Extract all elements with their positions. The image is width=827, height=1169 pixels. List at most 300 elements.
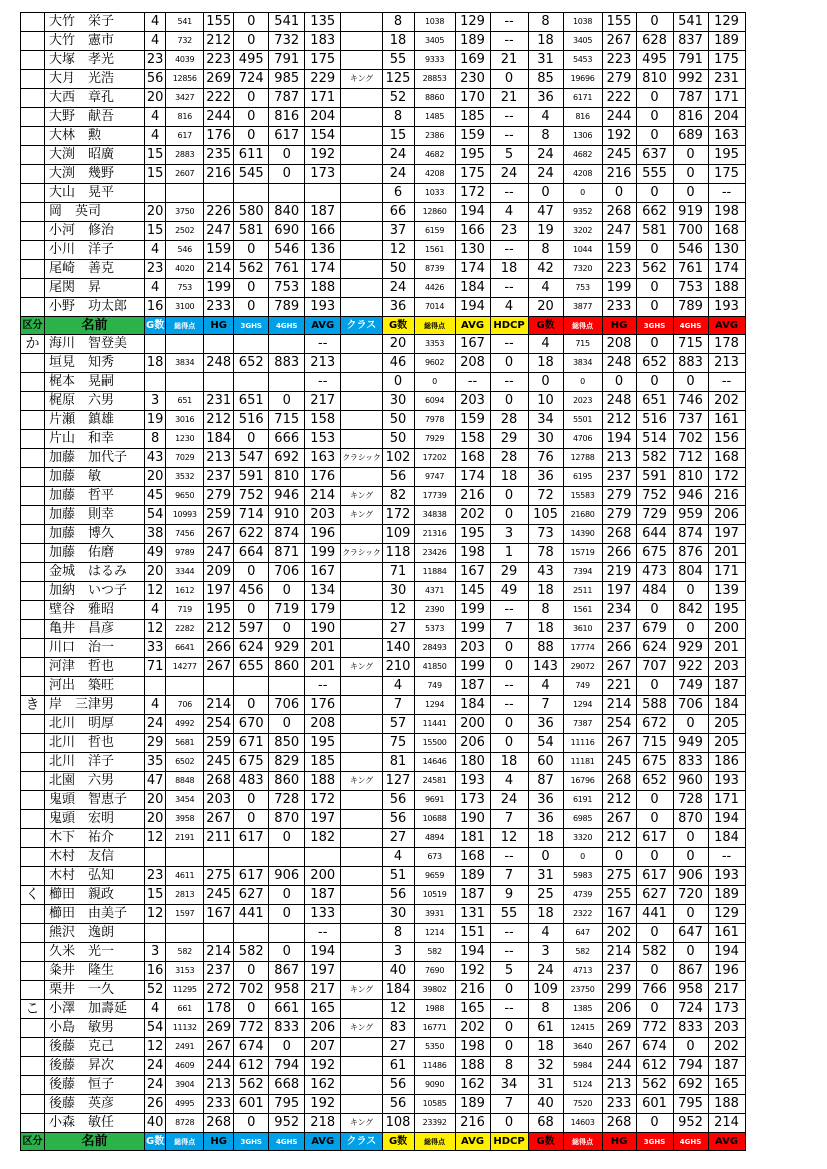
value-cell: 1033 bbox=[414, 184, 455, 203]
value-cell bbox=[145, 924, 166, 943]
value-cell: 168 bbox=[455, 848, 490, 867]
table-row bbox=[21, 1057, 746, 1076]
value-cell: 10993 bbox=[166, 506, 204, 525]
value-cell: 244 bbox=[602, 1057, 636, 1076]
value-cell: 946 bbox=[269, 487, 305, 506]
header-cell: 名前 bbox=[45, 317, 145, 335]
value-cell: 617 bbox=[636, 829, 673, 848]
value-cell bbox=[305, 848, 341, 867]
value-cell: 56 bbox=[382, 810, 414, 829]
value-cell bbox=[341, 89, 382, 108]
value-cell: 193 bbox=[708, 772, 745, 791]
value-cell: 1038 bbox=[414, 13, 455, 32]
value-cell: 0 bbox=[636, 89, 673, 108]
value-cell: 24 bbox=[145, 1076, 166, 1095]
value-cell: -- bbox=[490, 108, 528, 127]
value-cell: 4 bbox=[528, 279, 563, 298]
value-cell: -- bbox=[305, 677, 341, 696]
value-cell bbox=[234, 373, 269, 392]
value-cell: 189 bbox=[708, 886, 745, 905]
value-cell: 193 bbox=[305, 298, 341, 317]
value-cell: 0 bbox=[490, 487, 528, 506]
value-cell: 266 bbox=[204, 639, 234, 658]
value-cell: 32 bbox=[528, 1057, 563, 1076]
group-cell bbox=[21, 13, 45, 32]
value-cell: 71 bbox=[382, 563, 414, 582]
value-cell: 248 bbox=[602, 392, 636, 411]
value-cell: 4682 bbox=[414, 146, 455, 165]
value-cell: 194 bbox=[305, 943, 341, 962]
value-cell: 34838 bbox=[414, 506, 455, 525]
value-cell: 18 bbox=[490, 753, 528, 772]
value-cell: 0 bbox=[636, 335, 673, 354]
value-cell: 245 bbox=[602, 146, 636, 165]
header-row bbox=[21, 1133, 746, 1151]
table-row bbox=[21, 1000, 746, 1019]
group-cell bbox=[21, 943, 45, 962]
value-cell: 184 bbox=[382, 981, 414, 1000]
value-cell: 218 bbox=[305, 1114, 341, 1133]
value-cell: 17774 bbox=[563, 639, 602, 658]
value-cell: 706 bbox=[269, 696, 305, 715]
value-cell bbox=[341, 696, 382, 715]
table-row bbox=[21, 1038, 746, 1057]
value-cell: 188 bbox=[305, 772, 341, 791]
header-cell: AVG bbox=[455, 317, 490, 335]
value-cell: 11486 bbox=[414, 1057, 455, 1076]
value-cell: 193 bbox=[708, 298, 745, 317]
value-cell: 816 bbox=[166, 108, 204, 127]
header-cell: 3GHS bbox=[636, 317, 673, 335]
value-cell: 772 bbox=[234, 1019, 269, 1038]
value-cell: 4 bbox=[490, 772, 528, 791]
value-cell: 4208 bbox=[563, 165, 602, 184]
value-cell: 860 bbox=[269, 772, 305, 791]
value-cell: 4 bbox=[490, 298, 528, 317]
value-cell: 483 bbox=[234, 772, 269, 791]
value-cell: 42 bbox=[528, 260, 563, 279]
value-cell: 216 bbox=[204, 165, 234, 184]
value-cell: 761 bbox=[673, 260, 708, 279]
value-cell: 40 bbox=[382, 962, 414, 981]
value-cell: 749 bbox=[563, 677, 602, 696]
table-row bbox=[21, 298, 746, 317]
name-cell: 木村 友信 bbox=[45, 848, 145, 867]
value-cell: 0 bbox=[602, 184, 636, 203]
header-cell: 区分 bbox=[21, 317, 45, 335]
header-cell: 区分 bbox=[21, 1133, 45, 1151]
table-row bbox=[21, 582, 746, 601]
value-cell: 267 bbox=[602, 32, 636, 51]
value-cell: 12788 bbox=[563, 449, 602, 468]
value-cell: 54 bbox=[145, 1019, 166, 1038]
value-cell: 7 bbox=[528, 696, 563, 715]
value-cell: 952 bbox=[673, 1114, 708, 1133]
value-cell: 47 bbox=[145, 772, 166, 791]
value-cell: 179 bbox=[305, 601, 341, 620]
value-cell: 874 bbox=[673, 525, 708, 544]
value-cell: 15 bbox=[145, 222, 166, 241]
header-cell: HG bbox=[204, 317, 234, 335]
value-cell: 11295 bbox=[166, 981, 204, 1000]
value-cell: 28 bbox=[490, 411, 528, 430]
value-cell: 833 bbox=[673, 1019, 708, 1038]
value-cell: 175 bbox=[305, 51, 341, 70]
value-cell: 192 bbox=[602, 127, 636, 146]
value-cell: 41850 bbox=[414, 658, 455, 677]
table-row bbox=[21, 639, 746, 658]
value-cell: 3405 bbox=[414, 32, 455, 51]
value-cell: 0 bbox=[673, 829, 708, 848]
name-cell: 川口 治一 bbox=[45, 639, 145, 658]
value-cell: 0 bbox=[490, 639, 528, 658]
name-cell: 北川 哲也 bbox=[45, 734, 145, 753]
value-cell: 30 bbox=[528, 430, 563, 449]
value-cell: 652 bbox=[234, 354, 269, 373]
value-cell: 789 bbox=[269, 298, 305, 317]
value-cell: 12 bbox=[145, 1038, 166, 1057]
value-cell: 601 bbox=[234, 1095, 269, 1114]
value-cell: 2883 bbox=[166, 146, 204, 165]
value-cell: 562 bbox=[234, 260, 269, 279]
value-cell: 0 bbox=[269, 829, 305, 848]
value-cell: 29 bbox=[490, 430, 528, 449]
value-cell: 40 bbox=[145, 1114, 166, 1133]
value-cell: 0 bbox=[234, 1000, 269, 1019]
value-cell: 205 bbox=[708, 734, 745, 753]
value-cell: 647 bbox=[563, 924, 602, 943]
table-row bbox=[21, 829, 746, 848]
value-cell: 516 bbox=[636, 411, 673, 430]
value-cell: 163 bbox=[305, 449, 341, 468]
value-cell: -- bbox=[490, 943, 528, 962]
value-cell: 222 bbox=[204, 89, 234, 108]
name-cell: 大林 勲 bbox=[45, 127, 145, 146]
name-cell: 櫛田 由美子 bbox=[45, 905, 145, 924]
value-cell: 194 bbox=[455, 943, 490, 962]
value-cell: 985 bbox=[269, 70, 305, 89]
value-cell: 245 bbox=[204, 753, 234, 772]
value-cell: 199 bbox=[305, 544, 341, 563]
value-cell: 18 bbox=[528, 582, 563, 601]
value-cell: 4 bbox=[145, 279, 166, 298]
value-cell: 906 bbox=[673, 867, 708, 886]
value-cell: 151 bbox=[455, 924, 490, 943]
value-cell: 23 bbox=[145, 867, 166, 886]
value-cell: 198 bbox=[455, 544, 490, 563]
group-cell bbox=[21, 525, 45, 544]
name-cell: 大渕 幾野 bbox=[45, 165, 145, 184]
value-cell: 206 bbox=[305, 1019, 341, 1038]
header-cell: 名前 bbox=[45, 1133, 145, 1151]
value-cell: 15 bbox=[145, 886, 166, 905]
value-cell: 171 bbox=[708, 563, 745, 582]
name-cell: 小川 洋子 bbox=[45, 241, 145, 260]
value-cell: 237 bbox=[602, 620, 636, 639]
value-cell: 0 bbox=[636, 601, 673, 620]
value-cell: 6191 bbox=[563, 791, 602, 810]
value-cell: 16771 bbox=[414, 1019, 455, 1038]
name-cell: 小島 敏男 bbox=[45, 1019, 145, 1038]
value-cell: 143 bbox=[528, 658, 563, 677]
value-cell: 168 bbox=[708, 222, 745, 241]
group-cell bbox=[21, 354, 45, 373]
value-cell bbox=[341, 753, 382, 772]
value-cell: 192 bbox=[305, 146, 341, 165]
value-cell: 154 bbox=[305, 127, 341, 146]
value-cell: 7 bbox=[382, 696, 414, 715]
value-cell: 837 bbox=[673, 32, 708, 51]
value-cell: 51 bbox=[382, 867, 414, 886]
value-cell: 21680 bbox=[563, 506, 602, 525]
value-cell: 617 bbox=[166, 127, 204, 146]
value-cell: 24581 bbox=[414, 772, 455, 791]
value-cell: 266 bbox=[602, 639, 636, 658]
value-cell: 3640 bbox=[563, 1038, 602, 1057]
value-cell: 0 bbox=[563, 373, 602, 392]
value-cell: 3344 bbox=[166, 563, 204, 582]
value-cell: 12 bbox=[382, 1000, 414, 1019]
value-cell bbox=[341, 1038, 382, 1057]
value-cell: 0 bbox=[234, 241, 269, 260]
value-cell: 622 bbox=[234, 525, 269, 544]
table-row bbox=[21, 715, 746, 734]
group-cell: く bbox=[21, 886, 45, 905]
name-cell: 海川 智登美 bbox=[45, 335, 145, 354]
value-cell: 29 bbox=[490, 563, 528, 582]
value-cell bbox=[341, 165, 382, 184]
value-cell: 195 bbox=[455, 146, 490, 165]
value-cell: 267 bbox=[204, 810, 234, 829]
value-cell: 130 bbox=[455, 241, 490, 260]
value-cell: 231 bbox=[204, 392, 234, 411]
value-cell: 706 bbox=[673, 696, 708, 715]
value-cell: 267 bbox=[204, 1038, 234, 1057]
value-cell: 272 bbox=[204, 981, 234, 1000]
value-cell bbox=[166, 924, 204, 943]
value-cell: 15 bbox=[382, 127, 414, 146]
value-cell: 244 bbox=[204, 108, 234, 127]
value-cell: 1 bbox=[490, 544, 528, 563]
value-cell: 200 bbox=[455, 715, 490, 734]
header-cell: G数 bbox=[145, 1133, 166, 1151]
value-cell: 214 bbox=[708, 1114, 745, 1133]
value-cell: 17202 bbox=[414, 449, 455, 468]
value-cell: 188 bbox=[305, 279, 341, 298]
value-cell: クラシック bbox=[341, 449, 382, 468]
value-cell: 60 bbox=[528, 753, 563, 772]
value-cell: 24 bbox=[145, 1057, 166, 1076]
value-cell: キング bbox=[341, 981, 382, 1000]
value-cell bbox=[145, 848, 166, 867]
value-cell bbox=[145, 335, 166, 354]
value-cell: 9352 bbox=[563, 203, 602, 222]
value-cell: 212 bbox=[602, 411, 636, 430]
name-cell: 大塚 孝光 bbox=[45, 51, 145, 70]
value-cell bbox=[145, 373, 166, 392]
value-cell: 692 bbox=[269, 449, 305, 468]
value-cell: 5681 bbox=[166, 734, 204, 753]
value-cell: 15500 bbox=[414, 734, 455, 753]
value-cell bbox=[204, 848, 234, 867]
value-cell: 209 bbox=[204, 563, 234, 582]
value-cell bbox=[341, 108, 382, 127]
value-cell bbox=[341, 563, 382, 582]
value-cell bbox=[341, 13, 382, 32]
value-cell: 4713 bbox=[563, 962, 602, 981]
value-cell: 8 bbox=[528, 13, 563, 32]
value-cell: 0 bbox=[673, 620, 708, 639]
value-cell: 237 bbox=[204, 468, 234, 487]
value-cell: 644 bbox=[636, 525, 673, 544]
value-cell: 0 bbox=[636, 924, 673, 943]
value-cell: 562 bbox=[636, 1076, 673, 1095]
value-cell: 0 bbox=[636, 1114, 673, 1133]
value-cell bbox=[341, 867, 382, 886]
value-cell: 2491 bbox=[166, 1038, 204, 1057]
value-cell: 10585 bbox=[414, 1095, 455, 1114]
value-cell: 254 bbox=[204, 715, 234, 734]
value-cell: 675 bbox=[234, 753, 269, 772]
value-cell: 170 bbox=[455, 89, 490, 108]
value-cell: 910 bbox=[269, 506, 305, 525]
value-cell: 0 bbox=[234, 962, 269, 981]
table-row bbox=[21, 335, 746, 354]
value-cell: 860 bbox=[269, 658, 305, 677]
value-cell: 267 bbox=[204, 658, 234, 677]
value-cell: 1385 bbox=[563, 1000, 602, 1019]
value-cell bbox=[341, 335, 382, 354]
group-cell: か bbox=[21, 335, 45, 354]
value-cell: 248 bbox=[204, 354, 234, 373]
group-cell bbox=[21, 544, 45, 563]
value-cell bbox=[204, 184, 234, 203]
group-cell bbox=[21, 1076, 45, 1095]
value-cell: 0 bbox=[673, 165, 708, 184]
header-cell: 総得点 bbox=[166, 317, 204, 335]
header-cell: 4GHS bbox=[269, 1133, 305, 1151]
value-cell: 269 bbox=[204, 70, 234, 89]
value-cell: 167 bbox=[455, 335, 490, 354]
value-cell: 175 bbox=[708, 165, 745, 184]
value-cell: 0 bbox=[269, 943, 305, 962]
value-cell: 76 bbox=[528, 449, 563, 468]
value-cell: 8 bbox=[490, 1057, 528, 1076]
value-cell: 11181 bbox=[563, 753, 602, 772]
value-cell: 1038 bbox=[563, 13, 602, 32]
value-cell: 1612 bbox=[166, 582, 204, 601]
value-cell: 0 bbox=[269, 905, 305, 924]
value-cell: 0 bbox=[490, 981, 528, 1000]
value-cell: 1561 bbox=[414, 241, 455, 260]
value-cell: 4706 bbox=[563, 430, 602, 449]
value-cell: 159 bbox=[602, 241, 636, 260]
value-cell: 0 bbox=[673, 146, 708, 165]
value-cell: 12 bbox=[145, 829, 166, 848]
table-row bbox=[21, 184, 746, 203]
header-cell: HG bbox=[602, 317, 636, 335]
table-row bbox=[21, 108, 746, 127]
value-cell: 7 bbox=[490, 1095, 528, 1114]
table-row bbox=[21, 848, 746, 867]
value-cell: 187 bbox=[305, 886, 341, 905]
value-cell: 10 bbox=[528, 392, 563, 411]
value-cell: 54 bbox=[145, 506, 166, 525]
value-cell: 546 bbox=[166, 241, 204, 260]
value-cell: -- bbox=[708, 848, 745, 867]
value-cell: 279 bbox=[602, 506, 636, 525]
value-cell: 172 bbox=[708, 468, 745, 487]
value-cell: 221 bbox=[602, 677, 636, 696]
value-cell bbox=[341, 127, 382, 146]
value-cell bbox=[341, 905, 382, 924]
value-cell: 212 bbox=[204, 620, 234, 639]
value-cell: 17739 bbox=[414, 487, 455, 506]
value-cell: 3100 bbox=[166, 298, 204, 317]
value-cell: 213 bbox=[204, 449, 234, 468]
value-cell bbox=[341, 677, 382, 696]
value-cell bbox=[341, 1076, 382, 1095]
value-cell: 0 bbox=[636, 184, 673, 203]
value-cell: 203 bbox=[455, 392, 490, 411]
value-cell: 5501 bbox=[563, 411, 602, 430]
value-cell: 664 bbox=[234, 544, 269, 563]
value-cell: 8 bbox=[528, 601, 563, 620]
value-cell: 46 bbox=[382, 354, 414, 373]
value-cell: 26 bbox=[145, 1095, 166, 1114]
value-cell bbox=[341, 848, 382, 867]
table-row bbox=[21, 13, 746, 32]
value-cell: 0 bbox=[673, 715, 708, 734]
value-cell: 588 bbox=[636, 696, 673, 715]
value-cell: 197 bbox=[305, 810, 341, 829]
name-cell: 尾崎 善克 bbox=[45, 260, 145, 279]
group-cell bbox=[21, 260, 45, 279]
table-row bbox=[21, 620, 746, 639]
value-cell: 162 bbox=[455, 1076, 490, 1095]
value-cell: 156 bbox=[708, 430, 745, 449]
value-cell: 167 bbox=[602, 905, 636, 924]
value-cell: 135 bbox=[305, 13, 341, 32]
value-cell: 202 bbox=[455, 1019, 490, 1038]
value-cell: 883 bbox=[269, 354, 305, 373]
group-cell bbox=[21, 127, 45, 146]
value-cell: 787 bbox=[269, 89, 305, 108]
value-cell: 206 bbox=[455, 734, 490, 753]
value-cell: 187 bbox=[455, 677, 490, 696]
value-cell: 155 bbox=[602, 13, 636, 32]
table-row bbox=[21, 734, 746, 753]
value-cell: 71 bbox=[145, 658, 166, 677]
value-cell: 18 bbox=[528, 1038, 563, 1057]
value-cell: 3958 bbox=[166, 810, 204, 829]
name-cell: 後藤 恒子 bbox=[45, 1076, 145, 1095]
header-cell: G数 bbox=[382, 1133, 414, 1151]
value-cell: 36 bbox=[528, 791, 563, 810]
value-cell: 36 bbox=[528, 810, 563, 829]
value-cell: 223 bbox=[602, 51, 636, 70]
value-cell: -- bbox=[305, 924, 341, 943]
name-cell: 後藤 昇次 bbox=[45, 1057, 145, 1076]
value-cell: 43 bbox=[528, 563, 563, 582]
value-cell: 2813 bbox=[166, 886, 204, 905]
value-cell: 268 bbox=[602, 525, 636, 544]
value-cell: 25 bbox=[528, 886, 563, 905]
value-cell: 946 bbox=[673, 487, 708, 506]
value-cell: 268 bbox=[204, 772, 234, 791]
value-cell: -- bbox=[490, 373, 528, 392]
value-cell: キング bbox=[341, 658, 382, 677]
